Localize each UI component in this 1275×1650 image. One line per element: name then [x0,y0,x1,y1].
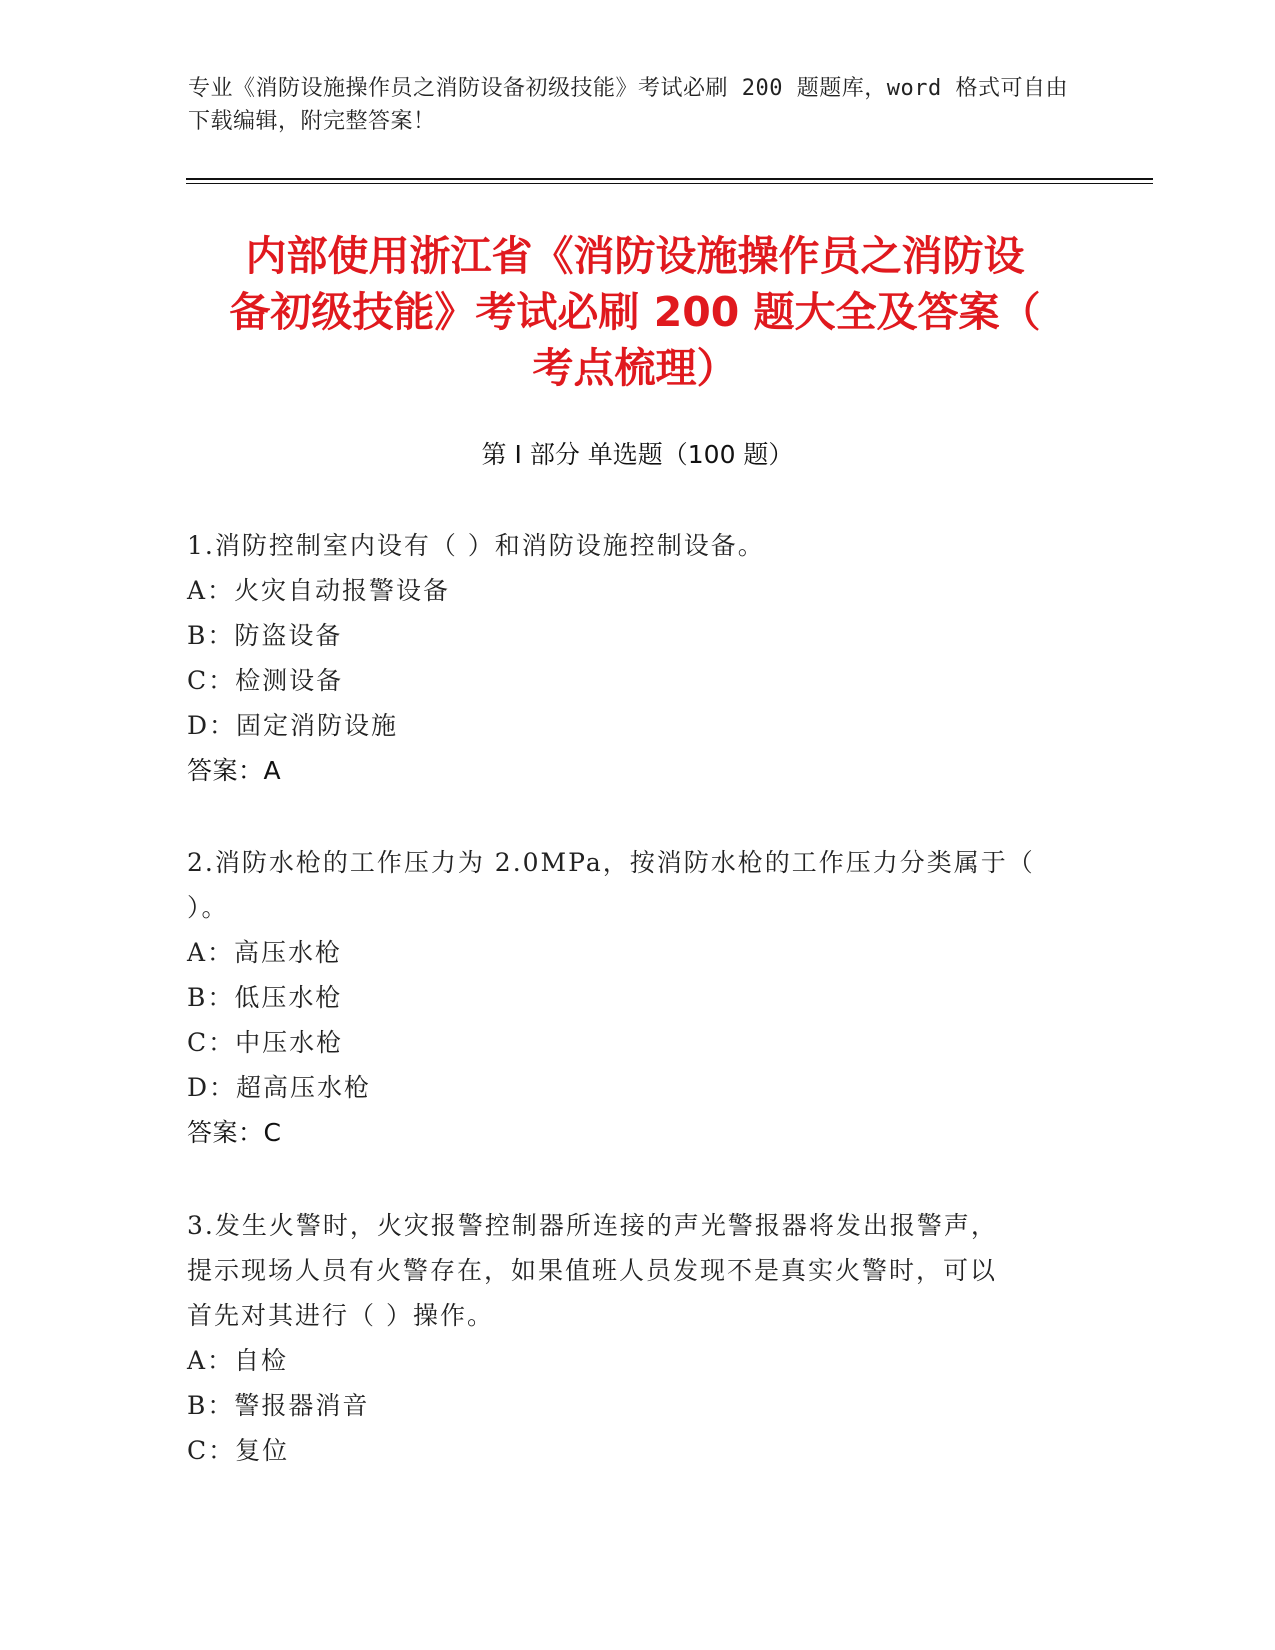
option-d: D：固定消防设施 [187,711,399,740]
question-stem-continued: 首先对其进行（ ）操作。 [187,1301,494,1330]
title-line: 内部使用浙江省《消防设施操作员之消防设 [245,232,1025,280]
answer-line: 答案：A [187,756,282,785]
option-d: D：超高压水枪 [187,1073,372,1102]
question-stem-continued: 提示现场人员有火警存在，如果值班人员发现不是真实火警时，可以 [187,1256,998,1285]
option-c: C：中压水枪 [187,1028,344,1057]
document-title [190,228,1080,396]
header-note: 专业《消防设施操作员之消防设备初级技能》考试必刷 200 题题库，word 格式可自由下载编辑，附完整答案！ [188,76,1068,134]
option-c: C：检测设备 [187,666,344,695]
header-divider-thick [186,178,1153,180]
answer-line: 答案：C [187,1118,282,1147]
option-a: A：自检 [187,1346,289,1375]
option-b: B：警报器消音 [187,1391,370,1420]
question-stem: 2.消防水枪的工作压力为 2.0MPa，按消防水枪的工作压力分类属于（ [187,848,1035,877]
option-a: A：火灾自动报警设备 [187,576,451,605]
option-c: C：复位 [187,1436,290,1465]
title-line: 备初级技能》考试必刷 200 题大全及答案（ [229,288,1041,336]
option-b: B：低压水枪 [187,983,343,1012]
question-stem: 1.消防控制室内设有（ ）和消防设施控制设备。 [187,531,765,560]
option-a: A：高压水枪 [187,938,343,967]
section-heading: 第 I 部分 单选题（100 题） [481,440,794,469]
question-block [187,1203,1067,1473]
question-block [187,523,1067,793]
header-divider-thin [186,183,1153,184]
question-block [187,840,1067,1155]
option-b: B：防盗设备 [187,621,343,650]
question-stem-continued: ）。 [187,893,229,922]
title-line: 考点梳理） [532,344,738,392]
question-stem: 3.发生火警时，火灾报警控制器所连接的声光警报器将发出报警声， [187,1211,998,1240]
